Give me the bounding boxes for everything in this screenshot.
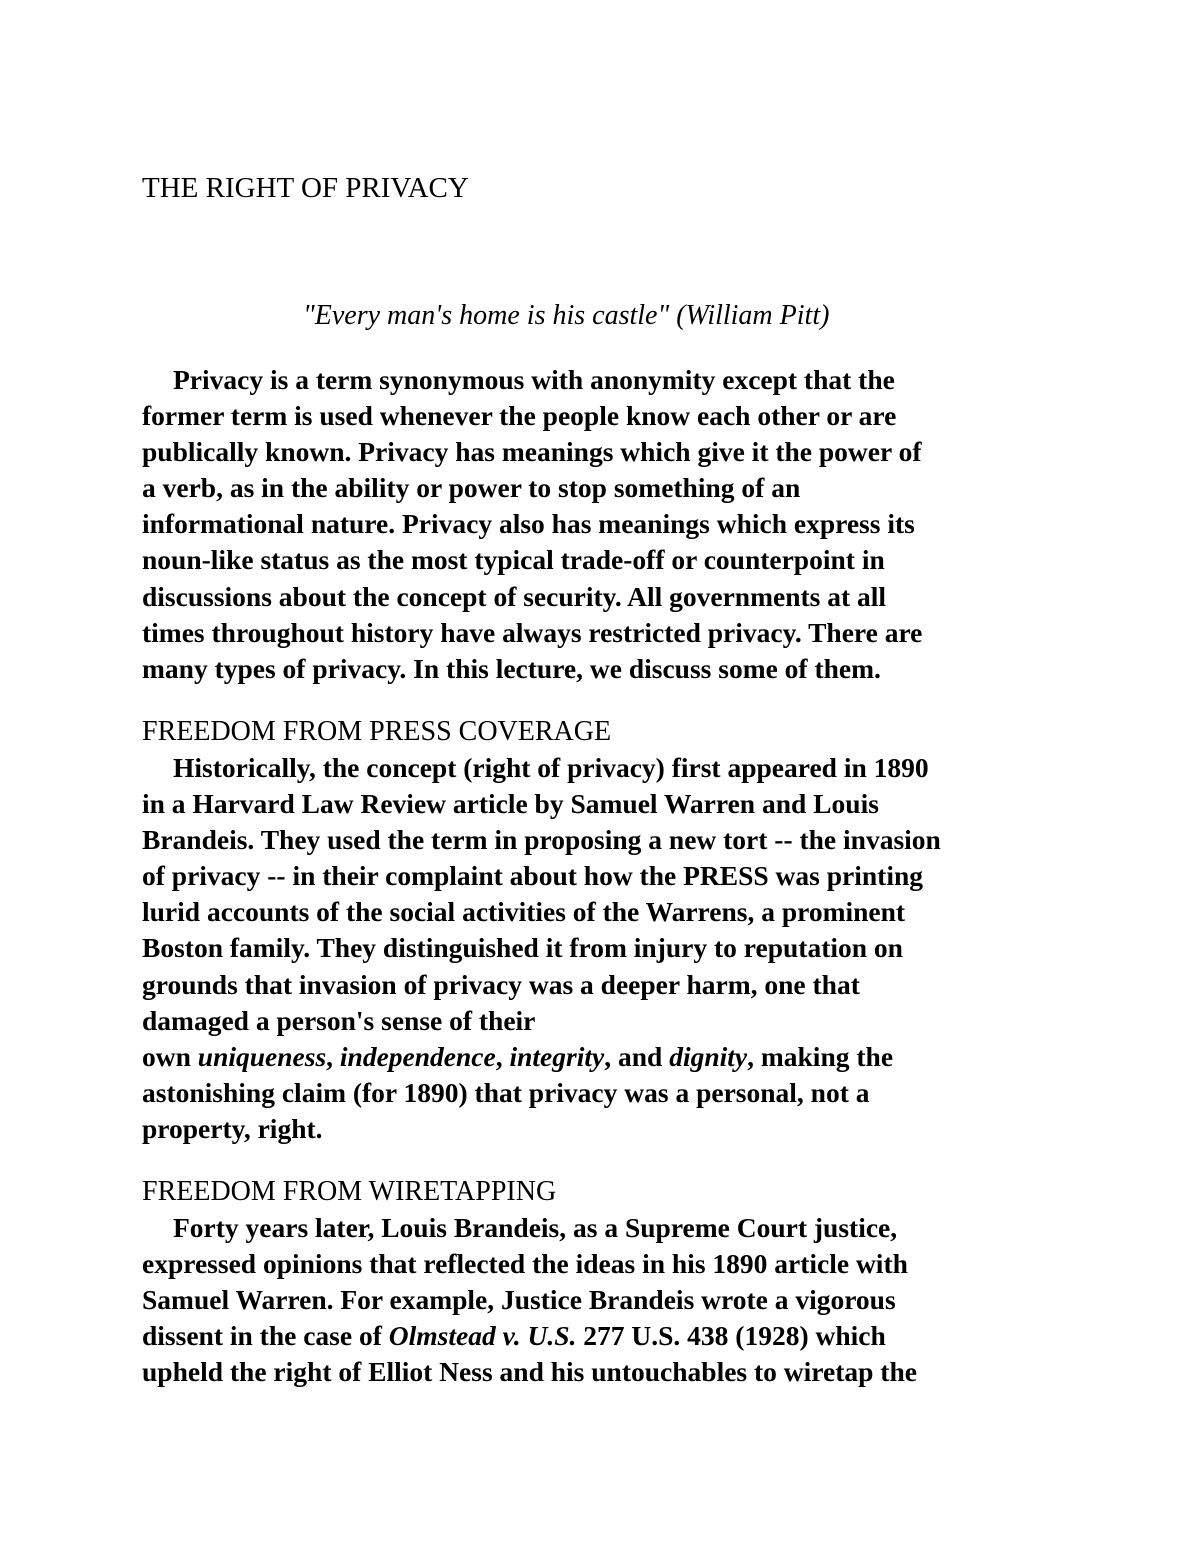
line-suffix: , making the: [747, 1040, 894, 1072]
term-dignity: dignity: [669, 1040, 748, 1072]
section-heading-wiretapping: FREEDOM FROM WIRETAPPING: [142, 1176, 557, 1207]
section-heading-press-coverage: FREEDOM FROM PRESS COVERAGE: [142, 716, 612, 747]
paragraph-line: former term is used whenever the people know each other or are: [142, 400, 897, 432]
term-independence: independence: [339, 1040, 496, 1072]
paragraph-line: many types of privacy. In this lecture, we discuss some of them.: [142, 652, 881, 684]
paragraph-line: in a Harvard Law Review article by Samuel Warren and Louis: [142, 788, 879, 820]
paragraph-line: lurid accounts of the social activities of the Warrens, a prominent: [142, 896, 906, 928]
case-citation-line: [142, 1318, 1082, 1354]
paragraph-line: property, right.: [142, 1112, 323, 1144]
paragraph-line: noun-like status as the most typical trade-off or counterpoint in: [142, 544, 885, 576]
line-suffix: 277 U.S. 438 (1928) which: [576, 1320, 886, 1352]
paragraph-line: Privacy is a term synonymous with anonymity except that the: [173, 364, 895, 395]
line-prefix: own: [142, 1040, 198, 1072]
paragraph-line: damaged a person's sense of their: [142, 1004, 536, 1036]
separator: ,: [326, 1040, 340, 1072]
line-prefix: dissent in the case of: [142, 1320, 389, 1352]
separator: , and: [604, 1040, 670, 1072]
case-name: Olmstead v. U.S.: [388, 1320, 577, 1352]
paragraph-line: Historically, the concept (right of privacy) first appeared in 1890: [173, 752, 929, 783]
term-uniqueness: uniqueness: [197, 1040, 327, 1072]
paragraph-line: a verb, as in the ability or power to stop something of an: [142, 472, 801, 504]
paragraph-line: Boston family. They distinguished it from injury to reputation on: [142, 932, 903, 964]
emphasis-line: [142, 1039, 1082, 1075]
paragraph-line: publically known. Privacy has meanings which give it the power of: [142, 436, 922, 468]
paragraph-line: expressed opinions that reflected the ideas in his 1890 article with: [142, 1248, 908, 1280]
separator: ,: [495, 1040, 510, 1072]
paragraph-line: astonishing claim (for 1890) that privacy was a personal, not a: [142, 1076, 870, 1108]
paragraph-line: Forty years later, Louis Brandeis, as a Supreme Court justice,: [173, 1212, 898, 1243]
document-title: THE RIGHT OF PRIVACY: [142, 172, 469, 204]
paragraph-line: Brandeis. They used the term in proposing a new tort -- the invasion: [142, 824, 941, 856]
paragraph-line: informational nature. Privacy also has meanings which express its: [142, 508, 915, 540]
paragraph-line: of privacy -- in their complaint about how the PRESS was printing: [142, 860, 924, 892]
intro-paragraph: [142, 362, 1082, 687]
term-integrity: integrity: [509, 1040, 605, 1072]
epigraph-quote: "Every man's home is his castle" (William Pitt): [303, 300, 830, 331]
paragraph-line: discussions about the concept of security. All governments at all: [142, 580, 887, 612]
wiretapping-paragraph: [142, 1210, 1082, 1390]
paragraph-line: grounds that invasion of privacy was a deeper harm, one that: [142, 968, 860, 1000]
paragraph-line: Samuel Warren. For example, Justice Brandeis wrote a vigorous: [142, 1284, 896, 1316]
paragraph-line: times throughout history have always restricted privacy. There are: [142, 616, 923, 648]
press-coverage-paragraph: [142, 750, 1082, 1147]
paragraph-line: upheld the right of Elliot Ness and his untouchables to wiretap the: [142, 1356, 917, 1388]
